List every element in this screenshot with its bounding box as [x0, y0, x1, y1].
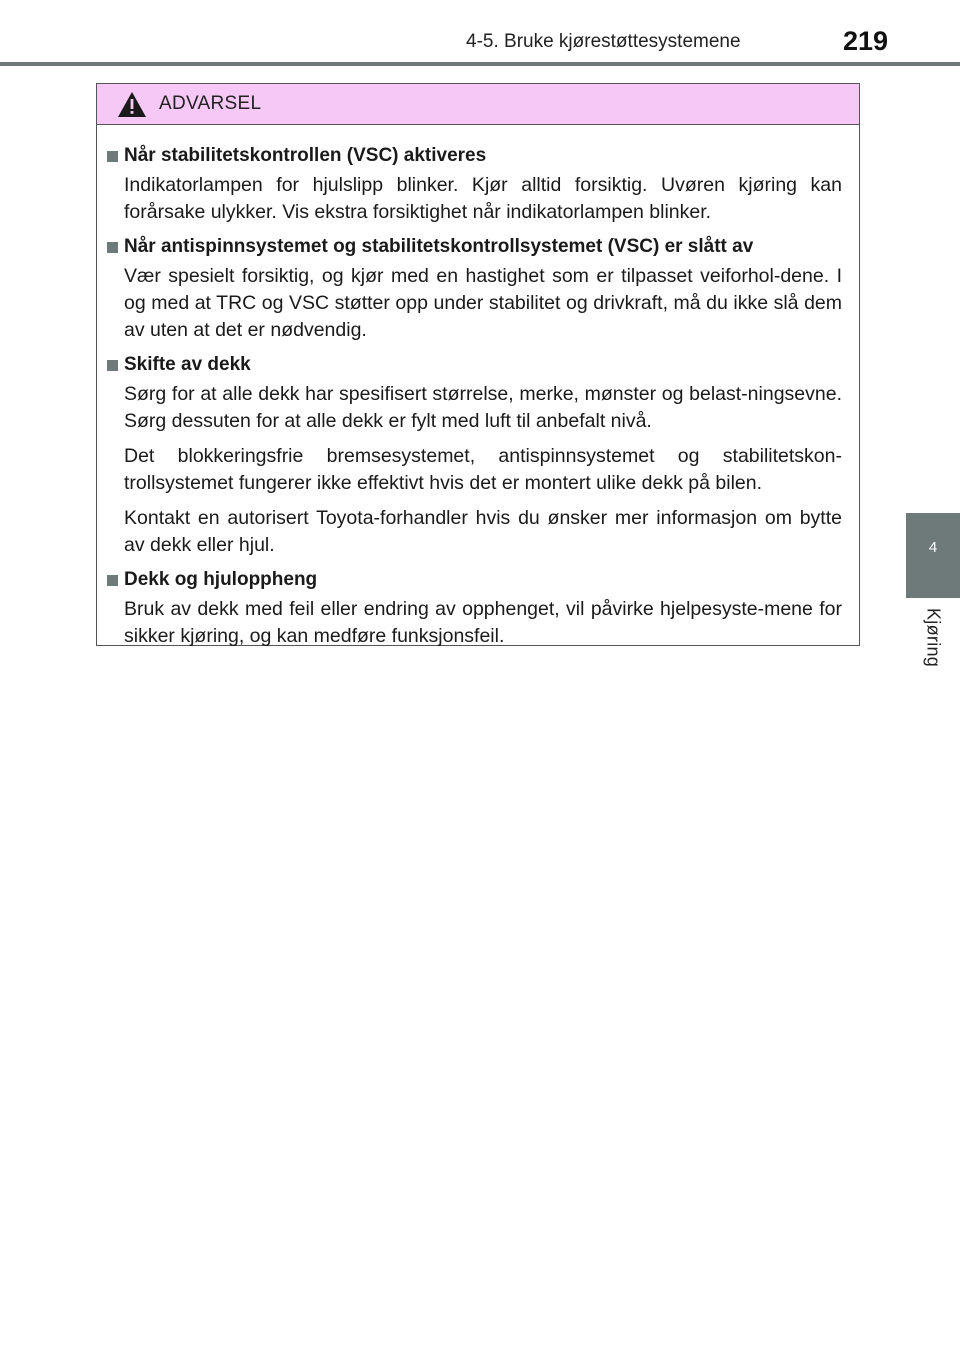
- warning-box: [96, 83, 860, 646]
- section-heading-text: Skifte av dekk: [124, 354, 251, 375]
- section-heading: [107, 234, 842, 260]
- warning-section: [107, 567, 842, 650]
- warning-title: ADVARSEL: [159, 93, 262, 114]
- section-heading: [107, 567, 842, 593]
- warning-section: [107, 234, 842, 344]
- chapter-title: Kjøring: [923, 608, 944, 668]
- section-paragraph: Det blokkeringsfrie bremsesystemet, antispinnsystemet og stabilitetskon-trollsystemet fungerer ikke effektivt hvis det er montert ulike dekk på bilen.: [124, 445, 842, 494]
- chapter-tab: [906, 513, 960, 598]
- header-rule: [0, 62, 960, 66]
- square-bullet-icon: [107, 151, 118, 162]
- section-paragraph: Bruk av dekk med feil eller endring av opphenget, vil påvirke hjelpesyste-mene for sikker kjøring, og kan medføre funksjonsfeil.: [124, 598, 842, 647]
- section-heading-text: Dekk og hjuloppheng: [124, 569, 318, 590]
- section-paragraph: Indikatorlampen for hjulslipp blinker. Kjør alltid forsiktig. Uvøren kjøring kan forårsake ulykker. Vis ekstra forsiktighet når indikatorlampen blinker.: [124, 174, 842, 223]
- page-number: 219: [843, 26, 889, 56]
- section-heading: [107, 143, 842, 169]
- section-paragraph: Sørg for at alle dekk har spesifisert størrelse, merke, mønster og belast-ningsevne. Sørg dessuten for at alle dekk er fylt med luft til anbefalt nivå.: [124, 383, 842, 432]
- section-paragraph: Vær spesielt forsiktig, og kjør med en hastighet som er tilpasset veiforhol-dene. I og med at TRC og VSC støtter opp under stabilitet og drivkraft, må du ikke slå dem av uten at det er nødvendig.: [124, 265, 842, 341]
- section-heading: [107, 352, 842, 378]
- chapter-number: 4: [928, 539, 938, 556]
- section-heading-text: Når stabilitetskontrollen (VSC) aktiveres: [124, 145, 487, 166]
- section-paragraph: Kontakt en autorisert Toyota-forhandler hvis du ønsker mer informasjon om bytte av dekk eller hjul.: [124, 507, 842, 556]
- header-section-title: 4-5. Bruke kjørestøttesystemene: [466, 31, 741, 52]
- warning-header: [97, 84, 859, 125]
- square-bullet-icon: [107, 575, 118, 586]
- section-heading-text: Når antispinnsystemet og stabilitetskontrollsystemet (VSC) er slått av: [124, 236, 754, 257]
- warning-body: [97, 125, 859, 650]
- square-bullet-icon: [107, 360, 118, 371]
- warning-section: [107, 352, 842, 559]
- warning-triangle-icon: [117, 91, 147, 118]
- square-bullet-icon: [107, 242, 118, 253]
- warning-section: [107, 143, 842, 226]
